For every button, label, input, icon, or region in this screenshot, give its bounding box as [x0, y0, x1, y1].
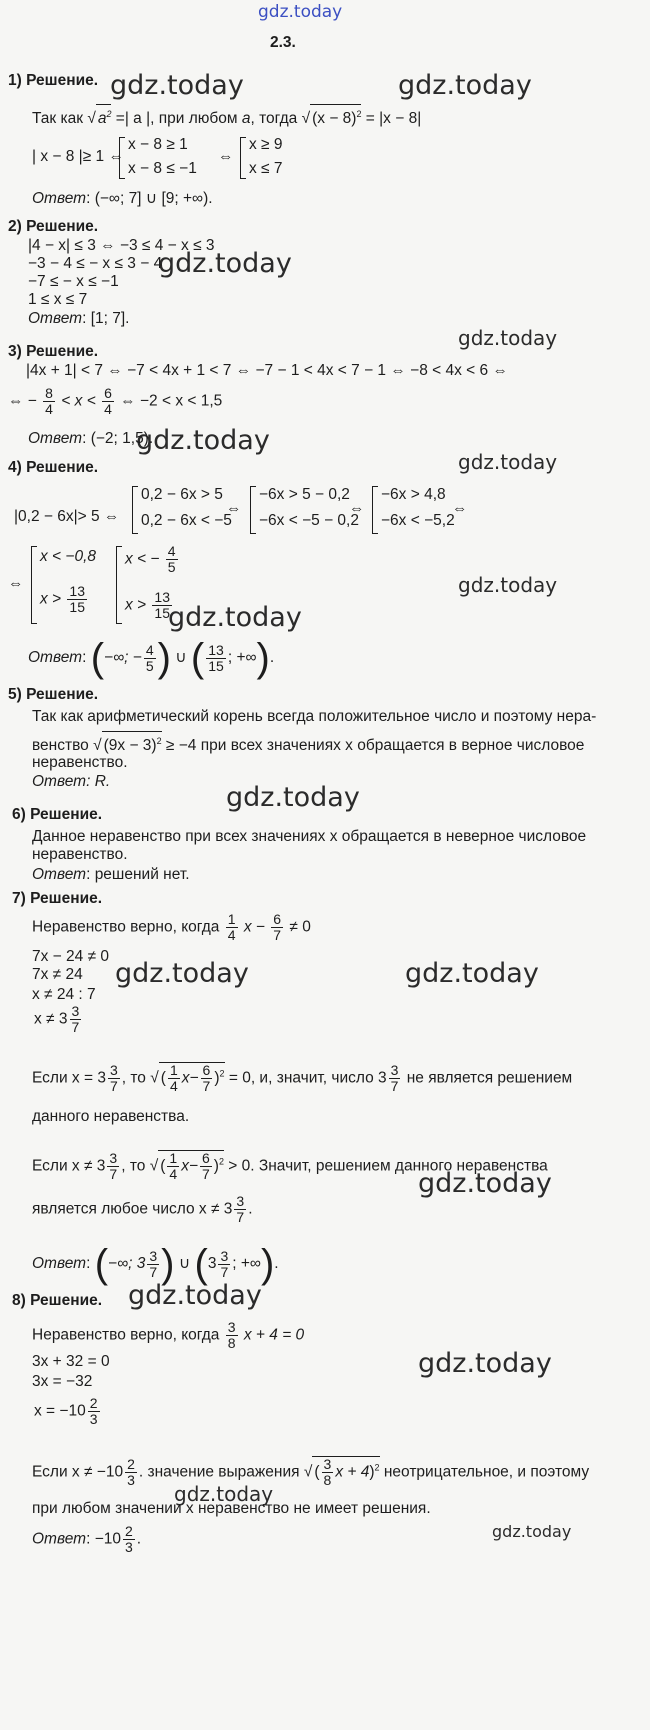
text: является любое число x ≠ 3	[32, 1200, 233, 1218]
fraction: $\frac{3}{7}$	[109, 1150, 118, 1182]
text: a	[241, 110, 251, 128]
watermark: gdz.today	[418, 1168, 552, 1199]
text: ; +∞	[232, 1255, 261, 1273]
bracket	[132, 486, 138, 534]
bracket	[372, 486, 378, 534]
text-line: данного неравенства.	[32, 1108, 190, 1125]
fraction: $\frac{2}{3}$	[124, 1523, 133, 1555]
solution-label: Решение.	[26, 72, 99, 89]
text: Если x = 3	[32, 1069, 106, 1087]
equiv-arrow: ⇔	[452, 500, 468, 517]
text: ≠ 0	[289, 918, 311, 936]
fraction: $\frac{8}{4}$	[45, 385, 53, 417]
text: венство	[32, 737, 89, 755]
fraction: $\frac{1}{4}$	[227, 911, 236, 943]
paren: )	[157, 636, 171, 680]
equiv-arrow: ⇔	[218, 148, 234, 165]
watermark: gdz.today	[418, 1348, 552, 1379]
answer: : [1; 7].	[82, 310, 130, 327]
text: , то	[121, 1069, 146, 1087]
text: .	[136, 1530, 142, 1548]
text: −∞; 3	[108, 1255, 146, 1273]
watermark: gdz.today	[226, 782, 360, 813]
fraction: $\frac{2}{3}$	[89, 1395, 98, 1427]
text-line: венство √ $(9x - 3)^2 \ge -4$ при всех значениях x обращается в верное числовое	[32, 731, 584, 755]
problem-1-answer	[32, 190, 213, 208]
fraction: $\frac{6}{4}$	[104, 385, 112, 417]
math-line	[34, 1004, 83, 1035]
text: Неравенство верно, когда	[32, 1326, 220, 1344]
problem-1-line-1: Так как √ $a^2$ =| a |, при любом a, тогда √ $(x - 8)^2 = |x - 8|$	[32, 104, 421, 128]
text: x ≠ 3	[34, 1010, 68, 1028]
system-line: −6x > 4,8	[381, 486, 446, 503]
paren: )	[256, 636, 270, 680]
problem-3-heading	[8, 343, 98, 361]
text-line: Данное неравенство при всех значениях x обращается в неверное числовое	[32, 828, 587, 845]
text: , то	[121, 1157, 146, 1175]
math-line: |0,2 − 6x|> 5 ⇔	[14, 508, 120, 525]
root-expr: ( $\frac{1}{4}$ x− $\frac{6}{7}$ )$^2$	[160, 1062, 225, 1094]
fraction: $\frac{4}{5}$	[145, 641, 154, 674]
watermark: gdz.today	[174, 1482, 274, 1506]
problem-number: 8)	[12, 1292, 26, 1309]
text: ≥ −4 при всех значениях x обращается в верное числовое	[165, 737, 585, 755]
problem-2-answer	[28, 310, 129, 328]
watermark: gdz.today	[458, 326, 558, 350]
answer: : (−∞; 7] ∪ [9; +∞).	[86, 190, 213, 207]
problem-1-ineq: | x − 8 |≥ 1 ⇔	[32, 148, 124, 165]
problem-7-heading	[12, 890, 102, 908]
fraction: $\frac{6}{7}$	[273, 911, 282, 943]
answer-label: Ответ	[32, 1530, 87, 1548]
math-line: Если x = 3 $\frac{3}{7}$ , то √ ( $\frac{1}{4}$ x− $\frac{6}{7}$ )$^2$ = 0, и, значит, число 3 $\frac{3}{7}$ не является решением	[32, 1062, 573, 1094]
paren: )	[260, 1242, 275, 1286]
watermark: gdz.today	[458, 573, 558, 597]
problem-number: 6)	[12, 806, 26, 823]
system-line: x > $\frac{13}{15}$	[40, 583, 85, 615]
text: 3	[207, 1255, 217, 1273]
system-line: 0,2 − 6x < −5	[141, 512, 232, 529]
math-line: −3 − 4 ≤ − x ≤ 3 − 4	[28, 255, 163, 272]
text-line: при любом значении x неравенство не имеет решения.	[32, 1500, 431, 1517]
bracket	[31, 546, 37, 624]
system-line: x < −0,8	[40, 548, 97, 565]
math-line: −7 ≤ − x ≤ −1	[28, 273, 119, 290]
fraction: $\frac{3}{8}$	[227, 1319, 236, 1351]
math-line: |4 − x| ≤ 3 ⇔ −3 ≤ 4 − x ≤ 3	[28, 237, 215, 254]
paren: (	[94, 1242, 109, 1286]
text: , тогда	[250, 110, 298, 128]
problem-6-heading	[12, 806, 102, 824]
equiv-arrow: ⇔	[349, 500, 365, 517]
system-line: x ≥ 9	[249, 136, 283, 153]
fraction: $\frac{3}{7}$	[236, 1193, 245, 1225]
solution-label: Решение.	[26, 218, 99, 235]
answer: : решений нет.	[86, 866, 190, 883]
solution-label: Решение.	[26, 686, 99, 703]
answer: : −10	[86, 1530, 121, 1548]
fraction: $\frac{3}{7}$	[149, 1247, 158, 1280]
watermark: gdz.today	[115, 958, 249, 989]
problem-number: 4)	[8, 459, 22, 476]
watermark: gdz.today	[110, 70, 244, 101]
fraction: $\frac{2}{3}$	[127, 1456, 135, 1488]
math-line: 7x ≠ 24	[32, 966, 83, 983]
answer-label: Ответ	[32, 1255, 87, 1273]
root-expr: $(x - 8)^2$	[310, 104, 361, 128]
text: x = −10	[34, 1402, 86, 1420]
text: .	[269, 649, 275, 667]
math-line	[32, 912, 311, 943]
root-expr: ( $\frac{3}{8}$ x + 4)$^2$	[314, 1456, 380, 1488]
equiv-arrow: ⇔	[226, 500, 242, 517]
text: ∪	[175, 649, 187, 667]
text: Неравенство верно, когда	[32, 918, 220, 936]
math-line	[32, 1320, 304, 1351]
text: .	[248, 1200, 253, 1218]
watermark: gdz.today	[158, 248, 292, 279]
text: неотрицательное, и поэтому	[383, 1463, 590, 1481]
math-line: Если x ≠ 3 $\frac{3}{7}$ , то √ ( $\frac{1}{4}$ x− $\frac{6}{7}$ )$^2$ > 0. Значит, решением данного неравенства	[32, 1150, 548, 1182]
fraction: $\frac{3}{7}$	[390, 1062, 399, 1094]
text: x + 4 = 0	[243, 1326, 305, 1344]
solution-label: Решение.	[30, 806, 103, 823]
problem-5-heading	[8, 686, 98, 704]
fraction: $\frac{13}{15}$	[154, 589, 170, 621]
math-line: 3x = −32	[32, 1373, 93, 1390]
system-line: −6x < −5 − 0,2	[259, 512, 359, 529]
system-line: x − 8 ≤ −1	[128, 160, 197, 177]
text: ∪	[178, 1255, 191, 1273]
root-expr: $(9x - 3)^2$	[102, 731, 162, 755]
math-line: 7x − 24 ≠ 0	[32, 948, 110, 965]
paren: (	[194, 1242, 208, 1286]
text: < x <	[61, 392, 96, 410]
problem-number: 1)	[8, 72, 22, 89]
text: Если x ≠ 3	[32, 1157, 106, 1175]
problem-6-answer	[32, 866, 190, 884]
problem-number: 2)	[8, 218, 22, 235]
answer-label: Ответ	[28, 430, 83, 447]
system-line: x > $\frac{13}{15}$	[125, 589, 170, 621]
answer: : (−2; 1,5).	[82, 430, 154, 447]
fraction: $\frac{4}{5}$	[167, 543, 176, 575]
text: x −	[243, 918, 265, 936]
math-line: 1 ≤ x ≤ 7	[28, 291, 88, 308]
system-line: 0,2 − 6x > 5	[141, 486, 223, 503]
watermark: gdz.today	[398, 70, 532, 101]
fraction: $\frac{3}{7}$	[220, 1247, 229, 1280]
watermark: gdz.today	[458, 450, 558, 474]
text: ⇔ −	[8, 392, 37, 410]
fraction: $\frac{3}{7}$	[71, 1003, 80, 1035]
math-line: |4x + 1| < 7 ⇔ −7 < 4x + 1 < 7 ⇔ −7 − 1 < 4x < 7 − 1 ⇔ −8 < 4x < 6 ⇔	[26, 362, 508, 379]
paren: )	[161, 1242, 175, 1286]
problem-3-answer	[28, 430, 153, 448]
text: Если x ≠ −10	[32, 1463, 124, 1481]
problem-4-answer: Ответ: (−∞; − $\frac{4}{5}$ ) ∪ ( $\frac{13}{15}$ ; +∞).	[28, 636, 275, 680]
watermark: gdz.today	[168, 602, 302, 633]
bracket	[116, 546, 122, 624]
text: = |x − 8|	[365, 110, 422, 128]
problem-8-heading	[12, 1292, 102, 1310]
math-line: x ≠ 24 : 7	[32, 986, 96, 1003]
solution-label: Решение.	[26, 459, 99, 476]
math-line	[34, 1396, 102, 1427]
fraction: $\frac{3}{7}$	[109, 1062, 118, 1094]
system-line: x < − $\frac{4}{5}$	[125, 543, 176, 575]
problem-1-heading	[8, 72, 98, 90]
watermark: gdz.today	[492, 1522, 572, 1541]
text-line: Так как арифметический корень всегда положительное число и поэтому нера-	[32, 708, 597, 725]
solution-label: Решение.	[30, 890, 103, 907]
solution-label: Решение.	[26, 343, 99, 360]
answer-label: Ответ	[28, 649, 83, 667]
watermark: gdz.today	[128, 1280, 262, 1311]
bracket	[250, 486, 256, 534]
page-heading: 2.3.	[270, 34, 296, 51]
problem-5-answer	[32, 773, 110, 791]
answer-label: Ответ	[32, 190, 87, 207]
problem-7-answer: Ответ: (−∞; 3 $\frac{3}{7}$ ) ∪ (3 $\frac{3}{7}$ ; +∞).	[32, 1242, 279, 1286]
watermark-top: gdz.today	[258, 2, 343, 22]
math-line: 3x + 32 = 0	[32, 1353, 110, 1370]
text: > 0. Значит, решением данного неравенства	[228, 1157, 548, 1175]
problem-8-answer	[32, 1524, 141, 1555]
bracket	[240, 137, 246, 179]
answer-label: Ответ	[32, 773, 87, 790]
system-line: x − 8 ≥ 1	[128, 136, 188, 153]
problem-number: 7)	[12, 890, 26, 907]
text: −∞; −	[104, 649, 142, 667]
text: ; +∞	[227, 649, 257, 667]
text: =| a |, при любом	[115, 110, 238, 128]
problem-number: 3)	[8, 343, 22, 360]
answer-label: Ответ	[32, 866, 87, 883]
text: ⇔ −2 < x < 1,5	[120, 392, 223, 410]
problem-4-heading	[8, 459, 98, 477]
math-line	[8, 386, 222, 417]
math-line: ⇔	[8, 575, 24, 592]
watermark: gdz.today	[136, 425, 270, 456]
root-expr: ( $\frac{1}{4}$ x− $\frac{6}{7}$ )$^2$	[160, 1150, 224, 1182]
system-line: x ≤ 7	[249, 160, 283, 177]
problem-number: 5)	[8, 686, 22, 703]
text-line: неравенство.	[32, 846, 128, 863]
fraction: $\frac{13}{15}$	[69, 583, 85, 615]
answer-label: Ответ	[28, 310, 83, 327]
text-line: неравенство.	[32, 754, 128, 771]
answer: : R.	[86, 773, 111, 790]
text: Так как	[32, 110, 84, 128]
paren: (	[190, 636, 205, 680]
text: не является решением	[406, 1069, 573, 1087]
math-line	[32, 1194, 253, 1225]
math-line: Если x ≠ −10 $\frac{2}{3}$ . значение выражения √ ( $\frac{3}{8}$ x + 4)$^2$ неотрицательное, и поэтому	[32, 1456, 590, 1488]
root-expr: $a^2$	[96, 104, 112, 128]
text: .	[274, 1255, 279, 1273]
fraction: $\frac{13}{15}$	[208, 641, 224, 674]
text: = 0, и, значит, число 3	[228, 1069, 387, 1087]
bracket	[119, 137, 125, 179]
watermark: gdz.today	[405, 958, 539, 989]
system-line: −6x < −5,2	[381, 512, 455, 529]
system-line: −6x > 5 − 0,2	[259, 486, 350, 503]
problem-2-heading	[8, 218, 98, 236]
solution-label: Решение.	[30, 1292, 103, 1309]
text: . значение выражения	[138, 1463, 300, 1481]
paren: (	[90, 636, 105, 680]
